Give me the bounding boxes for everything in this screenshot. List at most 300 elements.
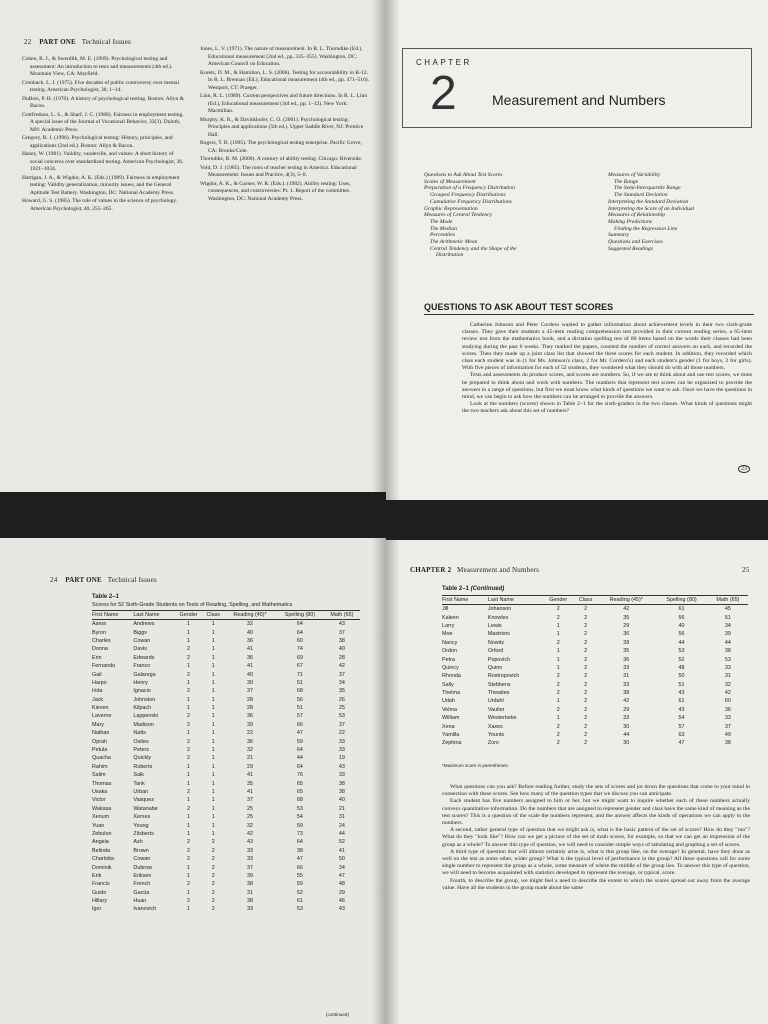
table-cell: Oprah [92, 738, 107, 745]
table-row [92, 838, 360, 846]
table-row [442, 706, 748, 714]
table-cell: 2 [556, 723, 560, 730]
table-cell: 32 [247, 621, 253, 628]
table-cell: 1 [211, 747, 215, 754]
table-cell: 64 [296, 747, 303, 754]
table-cell: Irida [92, 688, 103, 695]
column-header: Math (65) [708, 596, 748, 605]
table-cell: 1 [211, 755, 215, 762]
table-row [92, 721, 360, 729]
page-number: 23 [738, 465, 750, 473]
table-cell: 61 [678, 698, 685, 705]
table-cell: 56 [678, 631, 685, 638]
table-cell: 40 [338, 797, 345, 804]
table-cell: 47 [678, 740, 685, 747]
table-row [442, 613, 748, 621]
table-cell: 1 [187, 679, 191, 686]
table-cell: 33 [623, 681, 630, 688]
table-cell: 1 [211, 797, 215, 804]
table-cell: 59 [296, 822, 303, 829]
table-cell: 44 [296, 755, 303, 762]
table-continued: (Continued) [470, 586, 505, 592]
table-cell: Nancy [442, 639, 458, 646]
table-cell: 38 [296, 847, 303, 854]
outline-item: Making Predictions [608, 218, 653, 225]
table-cell: 1 [187, 772, 191, 779]
table-cell: Brown [133, 847, 149, 854]
table-cell: 51 [724, 614, 731, 621]
table-cell: 1 [211, 679, 215, 686]
table-cell: Johnston [133, 696, 156, 703]
table-cell: 48 [338, 881, 345, 888]
column-header: Last Name [488, 596, 543, 605]
table-cell: 1 [187, 830, 191, 837]
chapter-outline-col-1 [424, 172, 594, 259]
table-cell: 2 [187, 671, 191, 678]
table-cell: 1 [211, 805, 215, 812]
table-cell: Salk [133, 772, 144, 779]
table-row [442, 672, 748, 680]
table-row [92, 737, 360, 745]
table-cell: 50 [678, 673, 685, 680]
outline-item: Interpreting the Score of an Individual [608, 205, 695, 212]
table-cell: Ash [133, 839, 143, 846]
table-row [92, 889, 360, 897]
table-cell: 34 [724, 622, 731, 629]
table-cell: Moe [442, 631, 453, 638]
table-cell: 32 [724, 681, 731, 688]
table-cell: 37 [724, 723, 731, 730]
table-cell: Rostropovich [487, 673, 520, 680]
table-cell: 41 [338, 847, 345, 854]
table-row [92, 645, 360, 653]
table-cell: Yamilla [442, 732, 460, 739]
table-cell: 1 [211, 621, 215, 628]
table-cell: Xena [442, 723, 455, 730]
table-cell: 2 [584, 715, 588, 722]
table-cell: 1 [211, 730, 215, 737]
table-cell: Thomas [92, 780, 112, 787]
table-cell: 35 [623, 614, 630, 621]
table-cell: 51 [296, 679, 303, 686]
table-cell: 55 [296, 872, 303, 879]
continued-note: (continued) [326, 1012, 349, 1017]
table-cell: 49 [724, 732, 731, 739]
table-cell: 43 [678, 706, 685, 713]
paragraph: Look at the numbers (scores) shown in Table 2–1 for the sixth-graders in the two classes. What kinds of questions might the two teachers ask about this set of numbers? [462, 401, 752, 415]
table-cell: Petula [92, 747, 108, 754]
table-cell: 1 [211, 822, 215, 829]
table-cell: 25 [247, 805, 253, 812]
reference-entry: Rogers, T. B. (1995). The psychological testing enterprise. Pacific Grove, CA: Brooks/Cole. [200, 140, 362, 154]
table-row [442, 639, 748, 647]
table-cell: Popovich [487, 656, 511, 663]
table-row [442, 714, 748, 722]
table-title: Table 2–1 [92, 594, 119, 600]
table-cell: 28 [623, 639, 630, 646]
table-cell: 64 [296, 763, 303, 770]
outline-item: Scales of Measurement [424, 178, 476, 185]
table-cell: 43 [338, 763, 345, 770]
column-header: Reading (45)* [597, 596, 655, 605]
table-cell: 37 [247, 688, 253, 695]
table-cell: Zephina [442, 740, 462, 747]
table-cell: 1 [187, 663, 191, 670]
table-cell: Mastrioni [487, 631, 510, 638]
table-cell: 29 [338, 889, 345, 896]
table-cell: 2 [211, 856, 215, 863]
table-cell: Quacha [92, 755, 111, 762]
table-cell: 53 [296, 906, 303, 913]
table-cell: 42 [623, 698, 630, 705]
table-cell: 57 [296, 713, 303, 720]
table-cell: 60 [296, 637, 303, 644]
table-cell: 1 [187, 730, 191, 737]
table-cell: 44 [623, 732, 630, 739]
table-cell: 1 [211, 713, 215, 720]
table-cell: 43 [338, 906, 345, 913]
table-cell: 51 [296, 705, 303, 712]
table-title [442, 586, 504, 592]
table-cell: Urban [133, 789, 149, 795]
table-row [92, 704, 360, 712]
table-cell: 1 [211, 763, 215, 770]
chapter-title: Measurement and Numbers [492, 92, 666, 108]
table-cell: 36 [724, 706, 731, 713]
table-cell: 2 [556, 732, 560, 739]
table-cell: 1 [187, 637, 191, 644]
table-cell: 61 [678, 606, 685, 613]
table-row [92, 813, 360, 821]
table-cell: 1 [211, 671, 215, 678]
table-cell: 33 [623, 664, 630, 671]
table-cell: 42 [247, 830, 253, 837]
paragraph: Catherine Johnson and Peter Cordero wanted to gather information about achievement levels in their two sixth-grade classes. They gave their students a 45-item reading comprehension test provided in their current reading series, a 65-item review test from the mathematics book, and a dictation spelling test of 80 items based on the words their classes had been studying during the past 6 weeks. They marked the papers, counted the number of correct answers on each, and recorded the scores. Then they made up a joint class list that showed the three scores for each student. In addition, they recorded which class each student was in (1 for Ms. Johnson's class, 2 for Mr. Cordero's) and each student's gender (1 for boys, 2 for girls). With five pieces of information for each of 52 students, they wondered what they should do with all those numbers. [462, 322, 752, 372]
outline-item: Measures of Central Tendency [424, 212, 493, 219]
table-cell: 66 [296, 864, 303, 871]
chapter-number: 2 [430, 67, 457, 120]
table-cell: 28 [338, 654, 345, 661]
table-cell: 54 [296, 814, 303, 821]
table-cell: 2 [211, 872, 215, 879]
table-cell: 2 [187, 881, 191, 888]
section-heading: QUESTIONS TO ASK ABOUT TEST SCORES [424, 302, 614, 312]
table-cell: Guido [92, 889, 107, 896]
reference-entry: Thorndike, R. M. (2000). A century of ability testing. Chicago: Riverside. [200, 156, 363, 163]
table-cell: 2 [187, 738, 191, 745]
table-cell: 63 [678, 732, 685, 739]
table-cell: 36 [623, 631, 630, 638]
table-row [92, 855, 360, 863]
table-cell: 37 [338, 721, 345, 728]
table-cell: 40 [678, 622, 685, 629]
table-cell: 68 [296, 688, 303, 695]
table-cell: Edwards [133, 654, 155, 661]
table-cell: 59 [296, 881, 303, 888]
table-cell: Zebulon [92, 830, 112, 837]
outline-item: The Mode [430, 218, 453, 225]
table-cell: Zoro [487, 740, 499, 747]
table-cell: 52 [296, 889, 303, 896]
column-header: Last Name [133, 611, 174, 620]
part-label: PART ONE [39, 38, 76, 46]
table-cell: 21 [247, 755, 253, 762]
table-cell: 33 [247, 847, 253, 854]
outline-item: Questions and Exercises [608, 239, 663, 246]
table-cell: 35 [338, 688, 345, 695]
table-cell: 36 [247, 738, 253, 745]
table-cell: 61 [296, 898, 303, 905]
table-cell: Westerbeke [487, 715, 517, 722]
table-cell: Mary [92, 721, 104, 728]
table-cell: 2 [584, 698, 588, 705]
table-cell: 59 [296, 738, 303, 745]
table-cell: Petra [442, 656, 455, 663]
table-cell: 2 [584, 673, 588, 680]
table-row [442, 689, 748, 697]
table-cell: Hillary [92, 898, 107, 905]
chapter-label: CHAPTER 2 [410, 566, 452, 574]
table-cell: Aaron [92, 621, 107, 628]
table-cell: Lewis [487, 622, 502, 629]
table-cell: Rahim [92, 763, 108, 770]
table-cell: 32 [247, 822, 253, 829]
table-row [92, 821, 360, 829]
table-title-text: Table 2–1 [442, 586, 469, 592]
table-cell: 44 [724, 639, 731, 646]
table-cell: Henry [133, 679, 148, 686]
table-cell: Quickly [133, 755, 152, 762]
table-cell: 1 [211, 654, 215, 661]
reference-entry: Haney, W. (1981). Validity, vaudeville, and values: A short history of social concerns over standardized testing. American Psychologist, 36, 1021–1034. [22, 151, 184, 173]
table-cell: 1 [187, 763, 191, 770]
table-cell: 1 [187, 864, 191, 871]
table-cell: Thwaites [487, 690, 510, 697]
table-cell: 25 [338, 705, 345, 712]
table-row [92, 863, 360, 871]
table-cell: 38 [338, 780, 345, 787]
table-row [442, 664, 748, 672]
table-cell: 2 [187, 721, 191, 728]
table-cell: 1 [211, 830, 215, 837]
scores-table [92, 610, 360, 914]
table-cell: Fernando [92, 663, 116, 670]
table-cell: 65 [296, 780, 303, 787]
table-cell: 41 [247, 663, 253, 670]
table-cell: 2 [556, 706, 560, 713]
column-header: Reading (45)* [224, 611, 276, 620]
table-cell: 44 [338, 830, 345, 837]
table-cell: 38 [247, 881, 253, 888]
outline-item: Cumulative Frequency Distributions [430, 198, 512, 205]
paragraph: Fourth, to describe the group, we might feel a need to describe the extent to which the scores spread out away from the average value. Have all the students in the group made about the same [442, 877, 750, 891]
reference-entry: Murphy, K. R., & Davidshofer, C. O. (2001). Psychological testing: Principles and applications (5th ed.). Upper Saddle River, NJ: Prentice Hall. [200, 116, 364, 138]
table-cell: 41 [247, 789, 253, 795]
table-row [92, 847, 360, 855]
outline-item: The Range [614, 178, 639, 185]
table-cell: 1 [211, 780, 215, 787]
table-cell: 21 [338, 805, 345, 812]
table-cell: Stebbens [487, 681, 511, 688]
table-row [92, 880, 360, 888]
table-cell: 43 [247, 839, 253, 846]
table-cell: 56 [678, 614, 685, 621]
table-cell: 2 [556, 681, 560, 688]
column-header: Class [574, 596, 597, 605]
outline-item: The Median [430, 225, 457, 232]
table-cell: 1 [211, 646, 215, 653]
reference-entry: Koretz, D. M., & Hamilton, L. S. (2006). Testing for accountability in K-12. In R. L. Brennan (Ed.), Educational measurement (4th ed., pp. 471–516). Westport, CT: Praeger. [200, 69, 369, 91]
table-cell: Biggs [133, 629, 147, 636]
table-row [442, 630, 748, 638]
table-cell: Thelma [442, 690, 460, 697]
table-cell: Roberts [133, 763, 153, 770]
page-number: 22 [24, 38, 32, 46]
table-cell: 2 [584, 690, 588, 697]
reference-entry: Howard, G. S. (1985). The role of values in the science of psychology. American Psychologist, 40, 255–265. [22, 198, 178, 212]
table-cell: 22 [247, 730, 253, 737]
table-cell: Igor [92, 906, 102, 913]
scores-table-continued [442, 595, 748, 748]
table-cell: Urdahl [487, 698, 504, 705]
table-cell: 51 [678, 681, 685, 688]
table-row [442, 681, 748, 689]
table-cell: 29 [247, 763, 253, 770]
table-cell: 64 [296, 621, 303, 628]
table-cell: 31 [724, 673, 731, 680]
reference-entry: Hartigan, J. A., & Wigdor, A. K. (Eds.) (1989). Fairness in employment testing: Validity generalization, minority issues, and the General Aptitude Test Battery. Washington, DC: National Academy Press. [22, 174, 180, 196]
table-cell: 34 [338, 864, 345, 871]
reference-entry: DuBois, P. H. (1970). A history of psychological testing. Boston: Allyn & Bacon. [22, 95, 184, 110]
table-cell: 2 [584, 639, 588, 646]
table-cell: 47 [338, 872, 345, 879]
table-cell: 1 [187, 696, 191, 703]
table-cell: 1 [211, 696, 215, 703]
outline-item: The Arithmetic Mean [430, 239, 478, 246]
table-cell: Younts [487, 732, 505, 739]
outline-item: The Semi-Interquartile Range [614, 185, 681, 192]
table-row [92, 679, 360, 687]
table-cell: 29 [623, 622, 630, 629]
table-cell: 45 [724, 606, 731, 613]
table-cell: Charles [92, 637, 111, 644]
table-cell: Xenum [92, 814, 110, 821]
body-text [462, 322, 752, 416]
table-cell: Young [133, 822, 149, 829]
table-cell: Ivanovich [133, 906, 157, 913]
outline-item: Grouped Frequency Distributions [430, 192, 506, 199]
table-row [92, 763, 360, 771]
table-row [442, 655, 748, 663]
table-cell: 68 [296, 797, 303, 804]
table-cell: 2 [584, 740, 588, 747]
running-head [50, 576, 157, 584]
outline-item: Preparation of a Frequency Distribution [424, 185, 515, 192]
table-cell: 33 [338, 747, 345, 754]
table-cell: Kilpach [133, 705, 152, 712]
table-cell: 39 [724, 631, 731, 638]
table-cell: 1 [187, 814, 191, 821]
table-row [92, 905, 360, 913]
table-cell: 2 [584, 732, 588, 739]
table-cell: 52 [678, 656, 685, 663]
table-row [92, 746, 360, 754]
column-header: First Name [92, 611, 133, 620]
table-cell: 33 [623, 715, 630, 722]
table-cell: 1 [211, 637, 215, 644]
table-cell: 1 [187, 889, 191, 896]
table-cell: 53 [724, 656, 731, 663]
table-cell: 2 [211, 906, 215, 913]
table-row [92, 687, 360, 695]
section-rule [424, 314, 754, 315]
paragraph: What questions can you ask? Before reading further, study the sets of scores and jot down the questions that come to your mind in connection with these scores. See how many of the question types that we discuss you can anticipate. [442, 784, 750, 798]
table-cell: 41 [247, 772, 253, 779]
table-row [92, 754, 360, 762]
table-cell: 42 [338, 663, 345, 670]
table-cell: William [442, 715, 460, 722]
table-cell: 2 [584, 664, 588, 671]
table-cell: 1 [211, 705, 215, 712]
table-cell: 36 [247, 713, 253, 720]
table-cell: 1 [556, 715, 560, 722]
table-cell: 37 [338, 671, 345, 678]
references-column-2 [200, 46, 370, 204]
table-cell: 2 [584, 622, 588, 629]
table-cell: Ignacio [133, 688, 151, 695]
table-cell: 1 [211, 814, 215, 821]
table-cell: 2 [187, 805, 191, 812]
table-row [92, 696, 360, 704]
table-cell: 39 [247, 721, 253, 728]
table-cell: Larry [442, 622, 455, 629]
table-cell: 33 [338, 772, 345, 779]
table-cell: 41 [247, 646, 253, 653]
table-row [92, 830, 360, 838]
table-cell: 2 [584, 723, 588, 730]
reference-entry: Cronbach, L. J. (1975). Five decades of public controversy over mental testing. American Psychologist, 30, 1–14. [22, 79, 180, 94]
table-cell: Nowitz [487, 639, 505, 646]
table-cell: 2 [211, 889, 215, 896]
table-row [92, 872, 360, 880]
table-cell: 50 [338, 856, 345, 863]
table-cell: 37 [338, 629, 345, 636]
table-row [92, 620, 360, 629]
table-cell: 40 [247, 629, 253, 636]
table-cell: 2 [211, 839, 215, 846]
table-cell: 1 [187, 621, 191, 628]
table-cell: 1 [187, 797, 191, 804]
table-cell: Franco [133, 663, 151, 670]
table-cell: 65 [296, 789, 303, 795]
table-cell: 2 [187, 789, 191, 795]
table-cell: 33 [724, 664, 731, 671]
table-cell: 2 [211, 881, 215, 888]
table-cell: Dominik [92, 864, 112, 871]
table-cell: Tank [133, 780, 145, 787]
table-cell: 2 [584, 656, 588, 663]
table-cell: 2 [556, 690, 560, 697]
table-cell: 36 [247, 654, 253, 661]
table-cell: Dubrow [133, 864, 152, 871]
table-cell: 2 [584, 614, 588, 621]
table-cell: 53 [296, 805, 303, 812]
paragraph: A third type of question that will almost certainly arise is, what is this group like, on the average? In general, have they done as well on the test as some other, wider group? What is the typical level of performance in the group? All these questions call for some single number to represent the group as a whole, some measure of where the middle of the group lies. To answer this type of question, we will need to become acquainted with statistics developed to represent the average, or typical, score. [442, 848, 750, 877]
table-cell: 60 [724, 698, 731, 705]
column-header: Class [203, 611, 224, 620]
table-cell: 2 [556, 606, 560, 613]
table-cell: 43 [338, 621, 345, 628]
